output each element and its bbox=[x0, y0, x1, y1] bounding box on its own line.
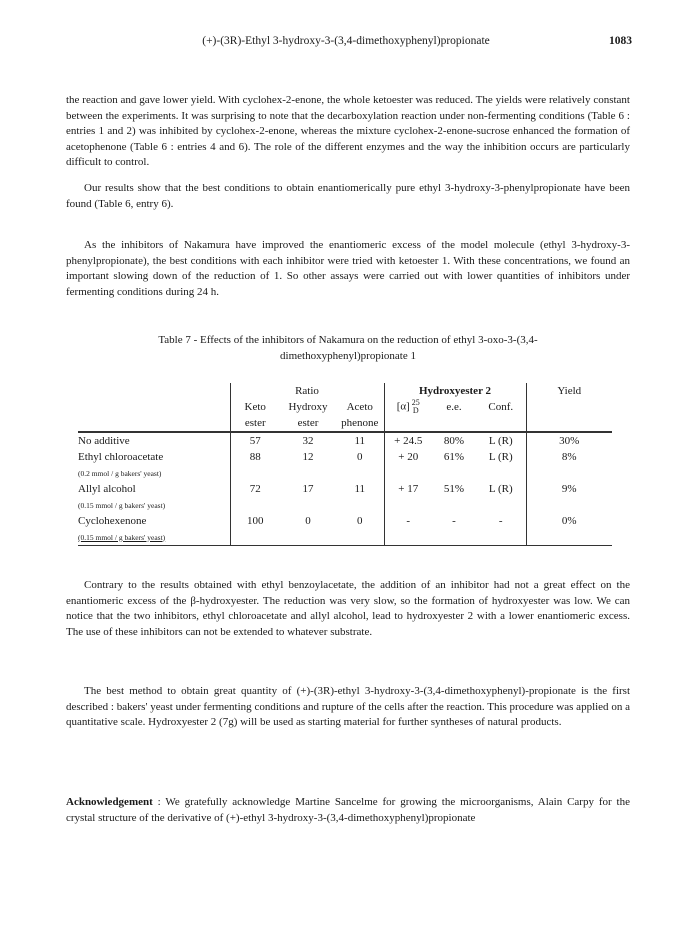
header-alpha bbox=[384, 399, 432, 415]
cell-keto: 88 bbox=[230, 449, 280, 465]
paragraph-5: The best method to obtain great quantity of (+)-(3R)-ethyl 3-hydroxy-3-(3,4-dimethoxyphenyl)-propionate is the first described : bakers' yeast under fermenting conditions and rupture of the cells after the reaction. This procedure was applied on a quantitative scale. Hydroxyester 2 (7g) will be used as starting material for further syntheses of natural products. bbox=[66, 685, 630, 728]
cell-ee: 80% bbox=[443, 435, 465, 447]
cell-aceto: 11 bbox=[354, 435, 366, 447]
header-hydroxy-2: ester bbox=[280, 415, 336, 432]
page-header bbox=[0, 35, 692, 53]
row-note: (0.2 mmol / g bakers' yeast) bbox=[78, 468, 162, 478]
caption-line-2: dimethoxyphenyl)propionate 1 bbox=[280, 349, 416, 362]
acknowledgement bbox=[66, 795, 630, 826]
alpha-sup: 25 bbox=[411, 398, 420, 407]
row-label: Allyl alcohol bbox=[78, 483, 136, 495]
header-hydroxy: Hydroxy bbox=[288, 401, 328, 413]
header-hydroxyester: Hydroxyester 2 bbox=[384, 383, 526, 399]
cell-ee: 51% bbox=[443, 483, 465, 495]
cell-ee: 61% bbox=[443, 451, 465, 463]
header-conf: Conf. bbox=[488, 401, 514, 413]
header-aceto: Aceto bbox=[346, 401, 373, 413]
header-ee: e.e. bbox=[446, 401, 462, 413]
cell-aceto: 11 bbox=[354, 483, 366, 495]
cell-hydroxy: 12 bbox=[302, 451, 314, 463]
row-label: Ethyl chloroacetate bbox=[78, 451, 164, 463]
table-7 bbox=[78, 383, 612, 546]
cell-keto: 72 bbox=[230, 481, 280, 497]
row-note: (0.15 mmol / g bakers' yeast) bbox=[78, 529, 230, 546]
header-ratio: Ratio bbox=[230, 383, 384, 399]
paragraph-1: the reaction and gave lower yield. With cyclohex-2-enone, the whole ketoester was reduced. The yields were relatively constant between the experiments. It was surprising to note that the decarboxylation reaction under non-fermenting conditions (Table 6 : entries 1 and 2) was inhibited by cyclohex-2-enone, whereas the mixture cyclohex-2-enone-sucrose enhanced the formation of acetophenone (Table 6 : entries 4 and 6). The role of the different enzymes and the way the inhibition occurs are particularly difficult to control. bbox=[66, 94, 630, 168]
header-aceto-2: phenone bbox=[336, 415, 384, 432]
table-row bbox=[78, 513, 612, 529]
ack-label: Acknowledgement bbox=[66, 796, 153, 808]
row-label: No additive bbox=[78, 435, 130, 447]
cell-hydroxy: 32 bbox=[302, 435, 314, 447]
cell-hydroxy: 0 bbox=[305, 515, 311, 527]
cell-yield: 8% bbox=[526, 449, 612, 465]
cell-hydroxy: 17 bbox=[302, 483, 314, 495]
cell-alpha: + 17 bbox=[384, 481, 432, 497]
cell-keto: 57 bbox=[230, 432, 280, 449]
header-yield: Yield bbox=[526, 383, 612, 399]
cell-keto: 100 bbox=[230, 513, 280, 529]
table-row bbox=[78, 481, 612, 497]
paragraph-4: Contrary to the results obtained with ethyl benzoylacetate, the addition of an inhibitor had not a great effect on the enantiomeric excess of the β-hydroxyester. The reduction was very slow, so the formation of hydroxyester was low. We can notice that the two inhibitors, ethyl chloroacetate and allyl alcohol, lead to hydroxyester 2 with a lower enantiomeric excess. The use of these inhibitors can not be extended to whatever substrate. bbox=[66, 579, 630, 638]
header-keto: Keto bbox=[230, 399, 280, 415]
cell-conf: L (R) bbox=[488, 435, 513, 447]
table-caption bbox=[66, 333, 630, 364]
cell-yield: 0% bbox=[526, 513, 612, 529]
cell-yield: 30% bbox=[526, 432, 612, 449]
header-keto-2: ester bbox=[230, 415, 280, 432]
cell-yield: 9% bbox=[526, 481, 612, 497]
caption-line-1: Table 7 - Effects of the inhibitors of Nakamura on the reduction of ethyl 3-oxo-3-(3,4- bbox=[158, 334, 538, 346]
row-label: Cyclohexenone bbox=[78, 515, 147, 527]
cell-alpha: + 24.5 bbox=[384, 432, 432, 449]
cell-conf: L (R) bbox=[488, 451, 513, 463]
cell-alpha: - bbox=[384, 513, 432, 529]
cell-ee: - bbox=[452, 515, 456, 527]
cell-alpha: + 20 bbox=[384, 449, 432, 465]
alpha-sub: D bbox=[412, 406, 419, 415]
cell-aceto: 0 bbox=[357, 451, 363, 463]
cell-aceto: 0 bbox=[357, 515, 363, 527]
paragraph-3: As the inhibitors of Nakamura have improved the enantiomeric excess of the model molecule (ethyl 3-hydroxy-3-phenylpropionate), the best conditions with each inhibitor were tried with ketoester 1. With these concentrations, we found an important slowing down of the reduction of 1. So other assays were carried out with lower quantities of inhibitors under fermenting conditions during 24 h. bbox=[66, 239, 630, 298]
page-number: 1083 bbox=[609, 35, 632, 47]
table-row bbox=[78, 432, 612, 449]
running-title: (+)-(3R)-Ethyl 3-hydroxy-3-(3,4-dimethoxyphenyl)propionate bbox=[202, 35, 490, 47]
paragraph-2: Our results show that the best conditions to obtain enantiomerically pure ethyl 3-hydroxy-3-phenylpropionate have been found (Table 6, entry 6). bbox=[66, 182, 630, 210]
ack-text: : We gratefully acknowledge Martine Sancelme for growing the microorganisms, Alain Carpy for the crystal structure of the derivative of (+)-ethyl 3-hydroxy-3-(3,4-dimethoxyphenyl)propionate bbox=[66, 796, 630, 824]
cell-conf: - bbox=[498, 515, 503, 527]
cell-conf: L (R) bbox=[488, 483, 513, 495]
table-row bbox=[78, 449, 612, 465]
row-note: (0.15 mmol / g bakers' yeast) bbox=[78, 500, 166, 510]
alpha-symbol: [α] bbox=[396, 400, 410, 413]
